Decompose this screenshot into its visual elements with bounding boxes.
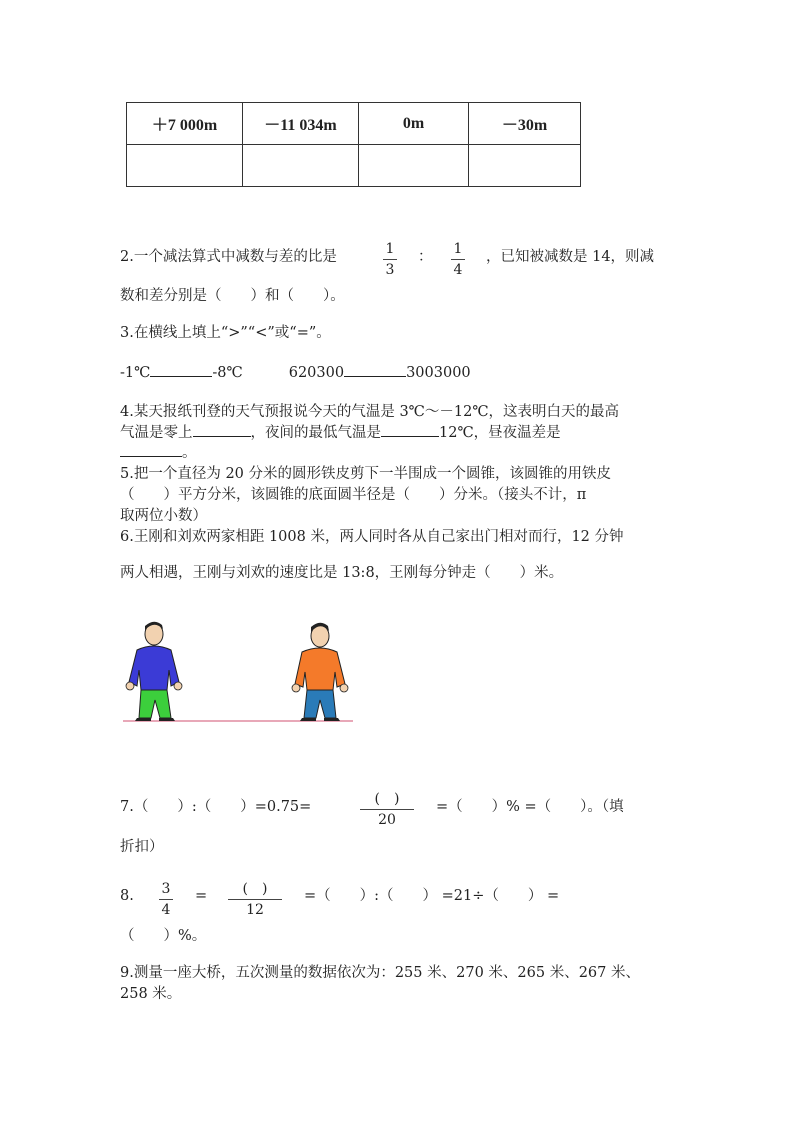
answer-cell[interactable] [127,145,243,187]
question-4-line-1: 4.某天报纸刊登的天气预报说今天的气温是 3℃～－12℃，这表明白天的最高 [120,404,620,420]
numerator: 1 [453,241,463,257]
question-2-text-a: 2.一个减法算式中减数与差的比是 [120,249,337,265]
left-man-figure [126,622,182,721]
question-9-line-2: 258 米。 [120,986,182,1002]
fraction-bar [360,809,414,810]
question-2-text-b: ，已知被减数是 14，则减 [486,249,655,265]
answer-blank[interactable] [120,442,182,457]
q4-text: 12℃，昼夜温差是 [439,425,561,441]
q2-colon: ： [418,249,433,265]
question-9-line-1: 9.测量一座大桥，五次测量的数据依次为：255 米、270 米、265 米、267 米、 [120,965,640,981]
compare-right-a: -8℃ [212,365,243,381]
table-cell: 0m [359,103,469,145]
q4-text: ，夜间的最低气温是 [250,425,381,441]
question-8-text-b: =（ ）:（ ） =21÷（ ） = [304,888,560,904]
question-8-label: 8. [120,888,134,904]
q8-fraction-1 [159,880,173,919]
answer-blank[interactable] [344,362,406,377]
q2-fraction-1 [383,240,397,279]
numerator: 1 [385,241,395,257]
numerator: 3 [161,881,171,897]
table-answer-row [127,145,581,187]
answer-blank[interactable] [193,422,251,437]
question-2-line-2: 数和差分别是（ ）和（ ）。 [120,288,345,304]
denominator: 4 [453,262,463,278]
question-7-line-2: 折扣） [120,839,164,855]
table-cell: －30m [469,103,581,145]
q2-fraction-2 [451,240,465,279]
compare-left-a: -1℃ [120,365,151,381]
altitude-table [126,102,581,187]
answer-cell[interactable] [243,145,359,187]
table-cell: －11 034m [243,103,359,145]
question-5-line-2: （ ）平方分米，该圆锥的底面圆半径是（ ）分米。（接头不计，π [120,487,587,503]
question-7-text-a: 7.（ ）:（ ）=0.75= [120,799,312,815]
question-6-line-2: 两人相遇，王刚与刘欢的速度比是 13:8，王刚每分钟走（ ）米。 [120,565,564,581]
table-header-row [127,103,581,145]
question-5-line-3: 取两位小数） [120,508,207,524]
denominator: 20 [378,812,396,828]
fraction-bar [228,899,282,900]
question-4-line-2 [120,422,561,444]
fraction-bar [159,899,173,900]
q8-fraction-2 [228,880,282,919]
question-3-title: 3.在横线上填上“>”“<”或“=”。 [120,325,331,341]
fraction-bar [383,259,397,260]
denominator: 3 [385,262,395,278]
numerator: ( ) [374,791,400,807]
denominator: 4 [161,902,171,918]
answer-cell[interactable] [469,145,581,187]
q4-end: 。 [182,445,197,461]
question-3-comparisons [120,362,471,384]
q8-equals: = [195,888,208,904]
question-4-line-3 [120,442,197,464]
numerator: ( ) [242,881,268,897]
answer-blank[interactable] [150,362,212,377]
question-8-line-2: （ ）%。 [120,928,207,944]
question-6-line-1: 6.王刚和刘欢两家相距 1008 米，两人同时各从自己家出门相对而行，12 分钟 [120,529,624,545]
answer-blank[interactable] [381,422,439,437]
right-man-figure [292,623,348,721]
compare-left-b: 620300 [288,365,345,381]
question-5-line-1: 5.把一个直径为 20 分米的圆形铁皮剪下一半围成一个圆锥，该圆锥的用铁皮 [120,466,612,482]
q4-text: 气温是零上 [120,425,193,441]
two-men-illustration [115,620,360,725]
answer-cell[interactable] [359,145,469,187]
question-7-text-b: =（ ）% =（ ）。（填 [436,799,624,815]
q7-fraction [360,790,414,829]
table-cell: ＋7 000m [127,103,243,145]
fraction-bar [451,259,465,260]
compare-right-b: 3003000 [406,365,471,381]
denominator: 12 [246,902,264,918]
